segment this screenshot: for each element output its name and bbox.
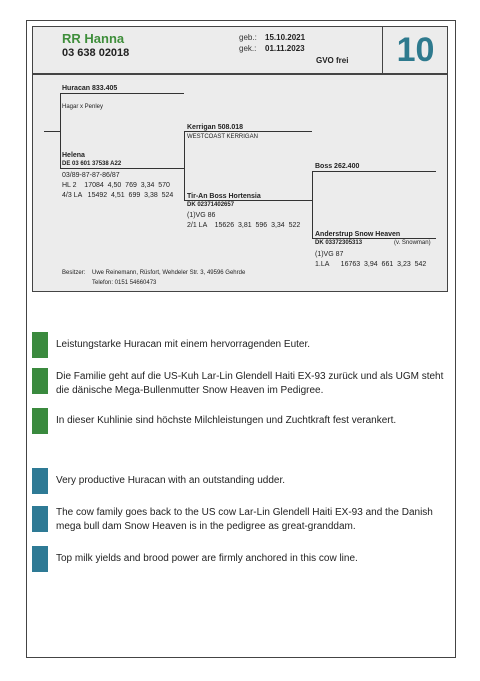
description-de-1: Leistungstarke Huracan mit einem hervorragenden Euter. <box>56 339 311 350</box>
bullet-de-3 <box>32 408 48 434</box>
bullet-en-1 <box>32 468 48 494</box>
description-en-3: Top milk yields and brood power are firmly anchored in this cow line. <box>56 553 358 564</box>
owner-address: Uwe Reinemann, Rüsfort, Wehdeler Str. 3, 49596 Gehrde <box>92 270 246 276</box>
sire-name: Huracan 833.405 <box>62 85 118 92</box>
gggdam-classification: (1)VG 87 <box>315 251 344 258</box>
bullet-de-2 <box>32 368 48 394</box>
dam-performance-2: 4/3 LA 15492 4,51 699 3,38 524 <box>62 192 174 199</box>
calved-label: gek.: <box>239 44 257 53</box>
owner-label: Besitzer: <box>62 270 86 276</box>
dam-id: DE 03 601 37538 A22 <box>62 161 122 167</box>
granddam-branch-vertical <box>312 171 313 238</box>
granddam-classification: (1)VG 86 <box>187 212 216 219</box>
born-date: 15.10.2021 <box>265 33 306 42</box>
bullet-en-3 <box>32 546 48 572</box>
sire-line <box>60 93 184 94</box>
gggdam-sire-note: (v. Snowman) <box>394 240 431 246</box>
granddam-name: Tir-An Boss Hortensia <box>187 193 261 200</box>
born-label: geb.: <box>239 33 257 42</box>
dam-performance-1: HL 2 17084 4,50 769 3,34 570 <box>62 182 170 189</box>
dam-branch-vertical <box>184 131 185 200</box>
lot-number: 10 <box>396 30 435 69</box>
gggdam-line <box>312 238 436 239</box>
dam-name: Helena <box>62 152 85 159</box>
granddam-id: DK 02371402657 <box>187 202 235 208</box>
bullet-en-2 <box>32 506 48 532</box>
calved-date: 01.11.2023 <box>265 44 305 53</box>
sire-parents: Hagar x Penley <box>62 104 104 110</box>
dam-sire-name: Kerrigan 508.018 <box>187 124 244 131</box>
gggdam-id: DK 03372305313 <box>315 240 363 246</box>
ggsire-name: Boss 262.400 <box>315 163 360 170</box>
granddam-performance: 2/1 LA 15626 3,81 596 3,34 522 <box>187 222 301 229</box>
gggdam-name: Anderstrup Snow Heaven <box>315 231 401 238</box>
gggdam-performance: 1.LA 16763 3,94 661 3,23 542 <box>315 261 427 268</box>
root-line <box>44 131 60 132</box>
bullet-de-1 <box>32 332 48 358</box>
dam-sire-line <box>184 131 312 132</box>
cow-name: RR Hanna <box>62 31 125 46</box>
description-en-1: Very productive Huracan with an outstanding udder. <box>56 475 286 486</box>
owner-phone: Telefon: 0151 54660473 <box>92 280 157 286</box>
description-en-2: The cow family goes back to the US cow Lar-Lin Glendell Haiti EX-93 and the Danish mega bull dam Snow Heaven is in the pedigree as great-granddam. <box>56 507 433 532</box>
description-de-3: In dieser Kuhlinie sind höchste Milchleistungen und Zuchtkraft fest verankert. <box>56 415 397 426</box>
ggsire-line <box>312 171 436 172</box>
dam-line <box>60 168 184 169</box>
lot-number-box <box>382 26 448 74</box>
gvo-status: GVO frei <box>316 56 349 65</box>
main-vertical-line <box>60 93 61 168</box>
description-de-2: Die Familie geht auf die US-Kuh Lar-Lin Glendell Haiti EX-93 zurück und als UGM steht die dänische Mega-Bullenmutter Snow Heaven im Pedigree. <box>56 371 444 396</box>
dam-classification: 03/89-87-87-86/87 <box>62 172 120 179</box>
ear-tag: 03 638 02018 <box>62 47 130 59</box>
granddam-line <box>184 200 312 201</box>
dam-sire-parents: WESTCOAST KERRIGAN <box>187 134 258 140</box>
